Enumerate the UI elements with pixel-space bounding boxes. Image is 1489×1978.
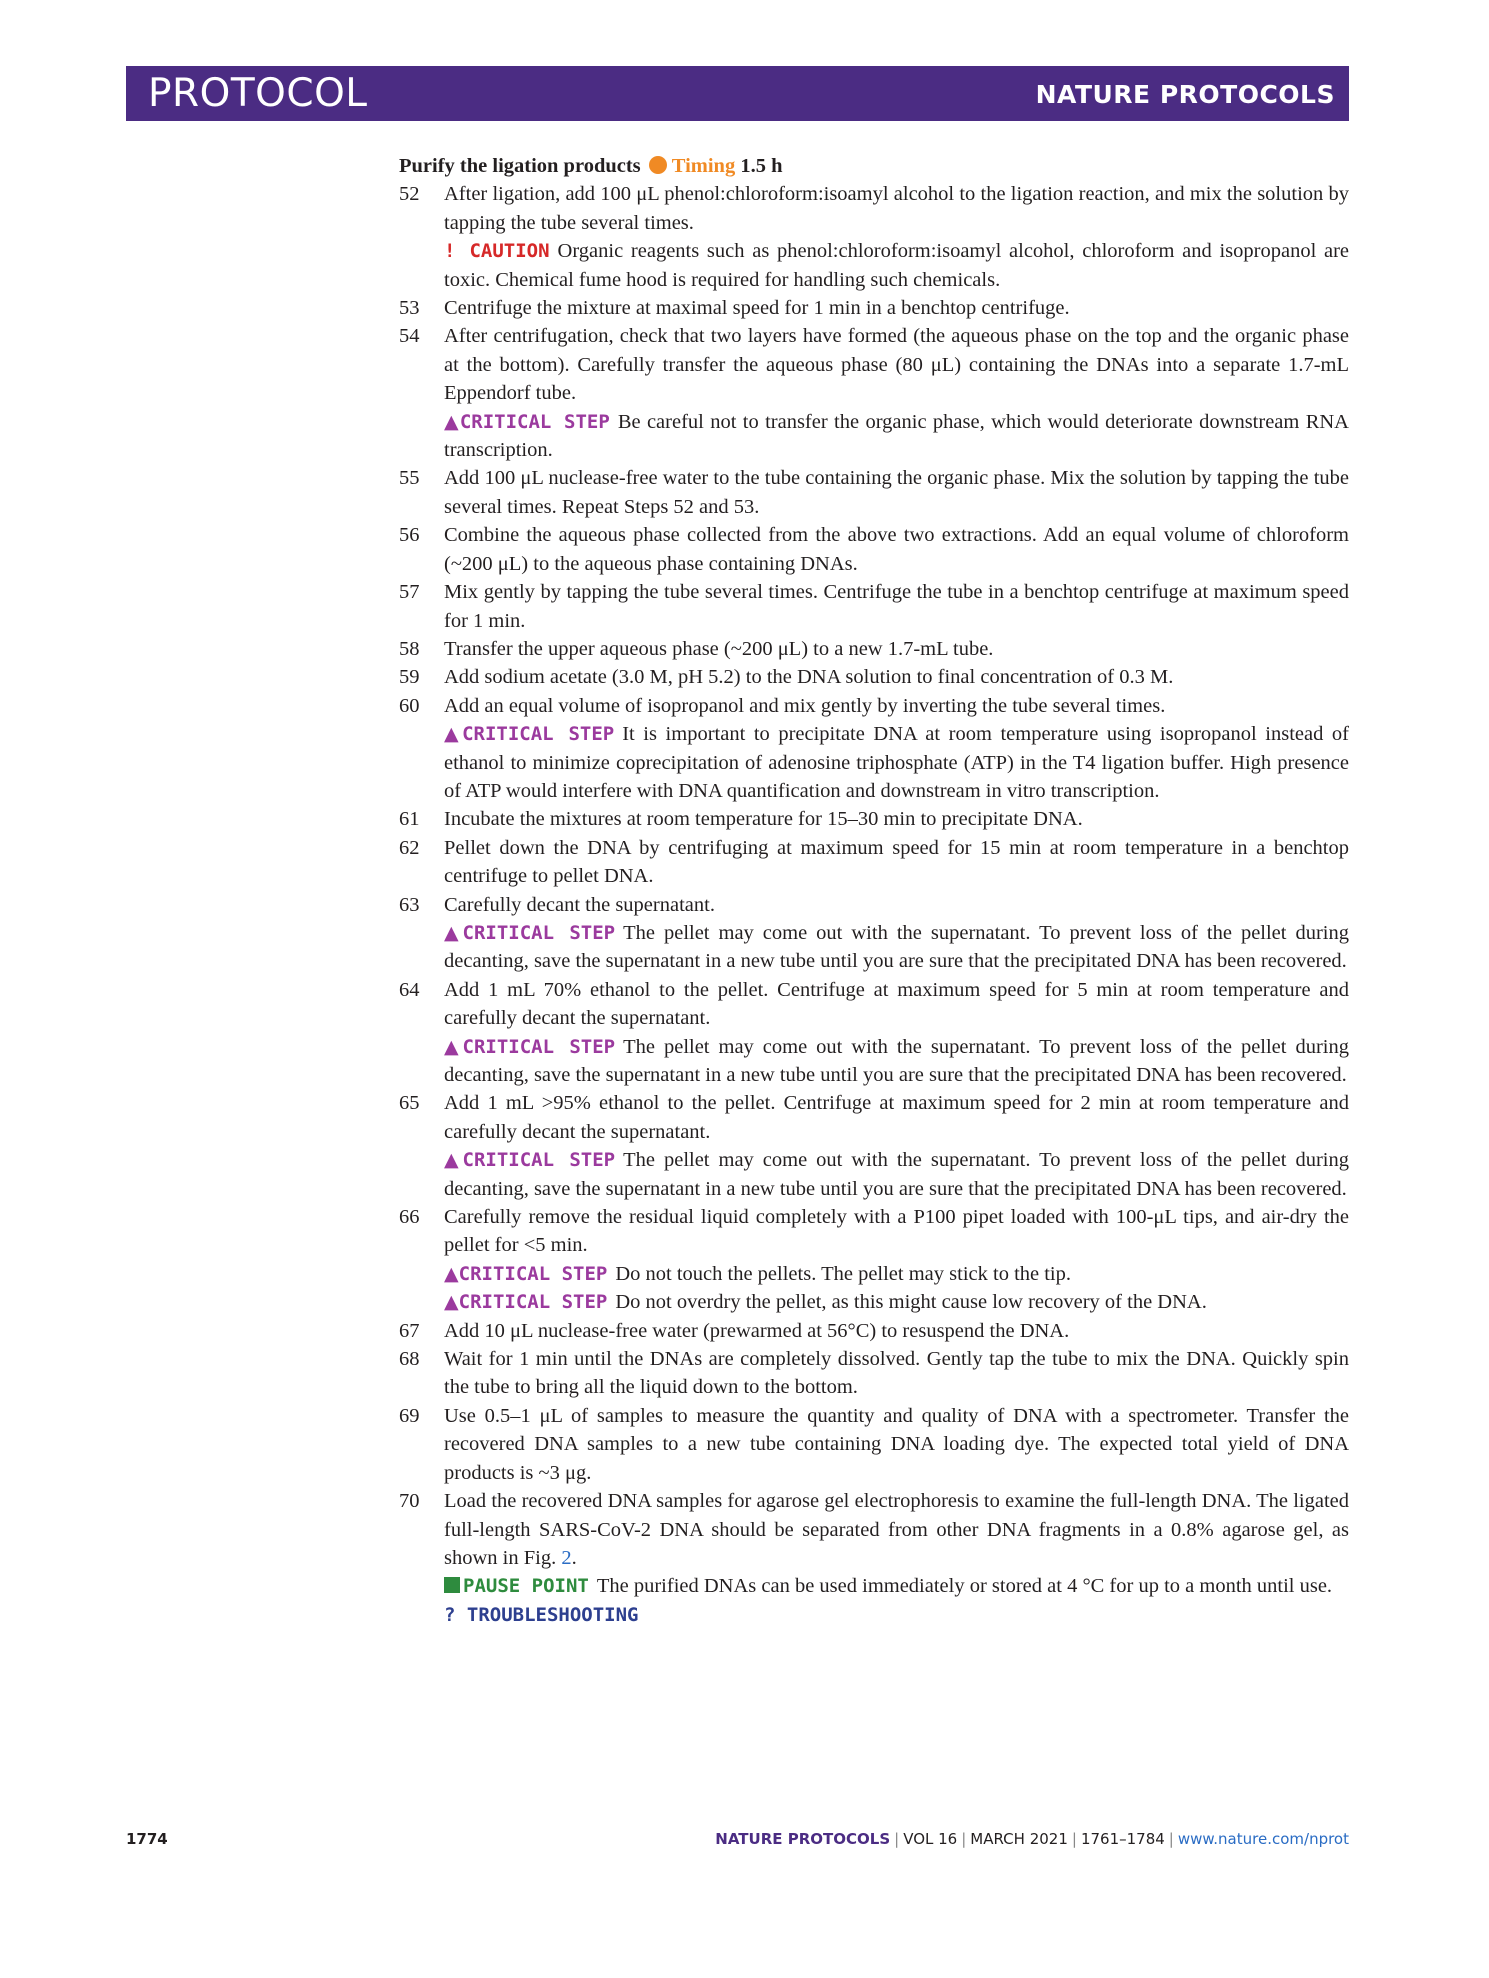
timing-label: Timing (671, 155, 736, 177)
step-70: 70 Load the recovered DNA samples for agarose gel electrophoresis to examine the full-length DNA. The ligated full-length SARS-CoV-2 DNA should be separated from other DNA fragments in a 0.8% agarose gel, as shown in Fig. 2. (399, 1490, 1349, 1569)
triangle-icon: ▲ (444, 1035, 463, 1058)
footer-journal: NATURE PROTOCOLS (715, 1830, 891, 1848)
critical-step-note: ▲CRITICAL STEP Do not touch the pellets. The pellet may stick to the tip. (444, 1262, 1071, 1285)
section-title-text: Purify the ligation products (399, 155, 641, 177)
timing-dot-icon (649, 156, 667, 174)
critical-step-note: ▲CRITICAL STEP The pellet may come out with the supernatant. To prevent loss of the pellet during decanting, save the supernatant in a new tube until you are sure that the precipitated DNA has been recovered. (444, 1149, 1349, 1200)
step-67: 67 Add 10 μL nuclease-free water (prewarmed at 56°C) to resuspend the DNA. (399, 1319, 1070, 1342)
caution-note: ! CAUTION Organic reagents such as phenol:chloroform:isoamyl alcohol, chloroform and isopropanol are toxic. Chemical fume hood is required for handling such chemicals. (444, 240, 1349, 291)
triangle-icon: ▲ (444, 921, 463, 944)
critical-step-note: ▲CRITICAL STEP Be careful not to transfer the organic phase, which would deteriorate downstream RNA transcription. (444, 410, 1349, 462)
step-64: 64 Add 1 mL 70% ethanol to the pellet. Centrifuge at maximum speed for 5 min at room temperature and carefully decant the supernatant. (399, 978, 1349, 1030)
triangle-icon: ▲ (444, 723, 463, 746)
critical-step-note: ▲CRITICAL STEP The pellet may come out with the supernatant. To prevent loss of the pellet during decanting, save the supernatant in a new tube until you are sure that the precipitated DNA has been recovered. (444, 921, 1349, 973)
step-65: 65 Add 1 mL >95% ethanol to the pellet. Centrifuge at maximum speed for 2 min at room temperature and carefully decant the supernatant. (399, 1092, 1349, 1143)
step-56: 56 Combine the aqueous phase collected from the above two extractions. Add an equal volume of chloroform (~200 μL) to the aqueous phase containing DNAs. (399, 524, 1349, 575)
caution-label: ! CAUTION (444, 240, 550, 263)
step-55: 55 Add 100 μL nuclease-free water to the tube containing the organic phase. Mix the solution by tapping the tube several times. Repeat Steps 52 and 53. (399, 467, 1349, 518)
triangle-icon: ▲ (444, 1262, 459, 1285)
step-54: 54 After centrifugation, check that two layers have formed (the aqueous phase on the top and the organic phase at the bottom). Carefully transfer the aqueous phase (80 μL) containing the DNAs into a separate 1.7-mL Eppendorf tube. (399, 325, 1349, 405)
step-59: 59 Add sodium acetate (3.0 M, pH 5.2) to the DNA solution to final concentration of 0.3 M. (399, 666, 1174, 689)
step-58: 58 Transfer the upper aqueous phase (~200 μL) to a new 1.7-mL tube. (399, 637, 994, 660)
critical-step-note: ▲CRITICAL STEP The pellet may come out with the supernatant. To prevent loss of the pellet during decanting, save the supernatant in a new tube until you are sure that the precipitated DNA has been recovered. (444, 1035, 1349, 1086)
page-number: 1774 (126, 1830, 168, 1848)
timing-value: 1.5 h (740, 155, 783, 177)
footer-pages: 1761–1784 (1080, 1830, 1165, 1848)
footer-url-link[interactable]: www.nature.com/nprot (1177, 1830, 1349, 1848)
triangle-icon: ▲ (444, 410, 460, 433)
critical-step-note: ▲CRITICAL STEP Do not overdry the pellet, as this might cause low recovery of the DNA. (444, 1291, 1207, 1314)
header-journal-name: NATURE PROTOCOLS (1035, 80, 1335, 109)
triangle-icon: ▲ (444, 1291, 459, 1314)
footer-volume: VOL 16 (903, 1830, 958, 1848)
figure-ref-link[interactable]: 2 (561, 1546, 572, 1569)
triangle-icon: ▲ (444, 1149, 463, 1172)
step-53: 53 Centrifuge the mixture at maximal speed for 1 min in a benchtop centrifuge. (399, 297, 1070, 320)
step-61: 61 Incubate the mixtures at room temperature for 15–30 min to precipitate DNA. (399, 808, 1083, 831)
page-footer: NATURE PROTOCOLS | VOL 16 | MARCH 2021 | 1761–1784 | www.nature.com/nprot (715, 1830, 1349, 1848)
pause-point-note: PAUSE POINT The purified DNAs can be used immediately or stored at 4 °C for up to a month until use. (399, 1572, 1349, 1600)
square-icon (444, 1577, 460, 1593)
critical-step-note: ▲CRITICAL STEP It is important to precipitate DNA at room temperature using isopropanol instead of ethanol to minimize coprecipitation of adenosine triphosphate (ATP) in the T4 ligation buffer. High presence of ATP would interfere with DNA quantification and downstream in vitro transcription. (444, 723, 1349, 802)
footer-date: MARCH 2021 (970, 1830, 1068, 1848)
step-60: 60 Add an equal volume of isopropanol and mix gently by inverting the tube several times. (399, 694, 1166, 717)
troubleshooting-note (399, 1601, 1349, 1629)
step-63: 63 Carefully decant the supernatant. (399, 893, 715, 916)
step-62: 62 Pellet down the DNA by centrifuging at maximum speed for 15 min at room temperature in a benchtop centrifuge to pellet DNA. (399, 836, 1349, 888)
step-66: 66 Carefully remove the residual liquid completely with a P100 pipet loaded with 100-μL tips, and air-dry the pellet for <5 min. (399, 1206, 1349, 1257)
step-57: 57 Mix gently by tapping the tube several times. Centrifuge the tube in a benchtop centrifuge at maximum speed for 1 min. (399, 581, 1349, 632)
step-52: 52 After ligation, add 100 μL phenol:chloroform:isoamyl alcohol to the ligation reaction, and mix the solution by tapping the tube several times. (399, 183, 1349, 234)
section-title (399, 152, 1349, 180)
step-68: 68 Wait for 1 min until the DNAs are completely dissolved. Gently tap the tube to mix the DNA. Quickly spin the tube to bring all the liquid down to the bottom. (399, 1348, 1349, 1399)
troubleshooting-link[interactable]: ? TROUBLESHOOTING (444, 1603, 639, 1626)
header-protocol-label: PROTOCOL (148, 71, 368, 116)
step-69: 69 Use 0.5–1 μL of samples to measure the quantity and quality of DNA with a spectrometer. Transfer the recovered DNA samples to a new tube containing DNA loading dye. The expected total yield of DNA products is ~3 μg. (399, 1404, 1349, 1484)
page-header (126, 66, 1349, 121)
main-content (399, 152, 1349, 1629)
